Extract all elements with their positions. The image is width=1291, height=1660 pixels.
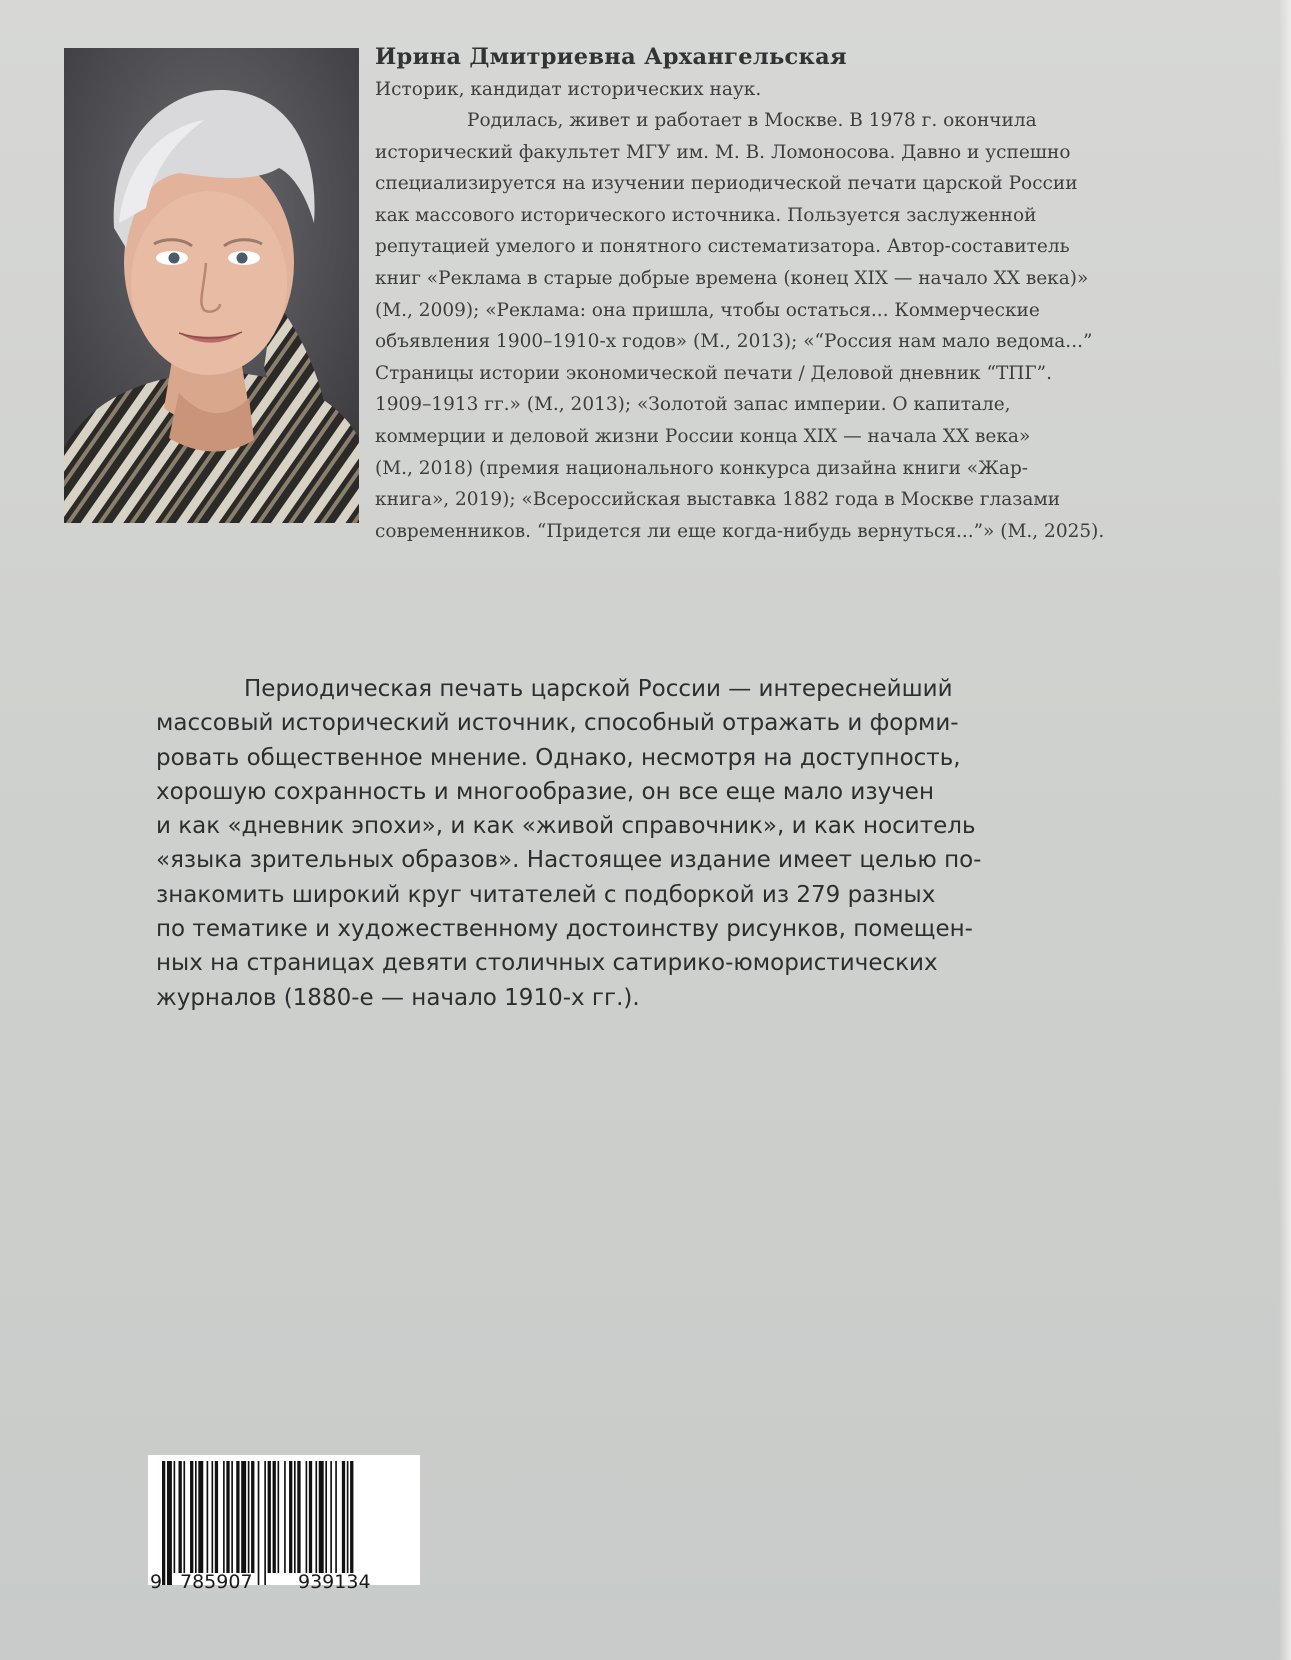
- barcode-bar: [342, 1461, 345, 1573]
- barcode-bar: [258, 1461, 260, 1585]
- isbn-digits: [150, 1571, 410, 1595]
- barcode-bars: [148, 1455, 420, 1585]
- isbn-digits-right: 939134: [298, 1571, 371, 1593]
- barcode-bar: [325, 1461, 327, 1573]
- bio-line: коммерции и деловой жизни России конца XIX — начала XX века»: [375, 425, 1031, 447]
- barcode-bar: [212, 1461, 214, 1573]
- barcode-bar: [167, 1461, 172, 1585]
- bio-line: объявления 1900–1910-х годов» (М., 2013); «“Россия нам мало ведома...”: [375, 331, 1093, 353]
- barcode-bar: [251, 1461, 254, 1573]
- author-portrait: [64, 48, 359, 523]
- annotation-line: ровать общественное мнение. Однако, несмотря на доступность,: [156, 744, 961, 771]
- annotation-line: по тематике и художественному достоинству рисунков, помещен-: [156, 916, 973, 943]
- barcode-bar: [315, 1461, 317, 1573]
- barcode-bar: [319, 1461, 324, 1573]
- annotation-line: знакомить широкий круг читателей с подборкой из 279 разных: [156, 881, 936, 908]
- barcode-bar: [284, 1461, 286, 1573]
- barcode-bar: [306, 1461, 308, 1573]
- annotation-line: массовый исторический источник, способный отражать и форми-: [156, 710, 959, 737]
- isbn-barcode: [148, 1455, 420, 1585]
- book-annotation: [156, 672, 1096, 1015]
- author-name: Ирина Дмитриевна Архангельская: [375, 44, 847, 70]
- barcode-bar: [198, 1461, 203, 1573]
- bio-line: (М., 2018) (премия национального конкурса дизайна книги «Жар-: [375, 457, 1029, 479]
- bio-line: современников. “Придется ли еще когда-нибудь вернуться...”» (М., 2025).: [375, 520, 1105, 542]
- barcode-bar: [207, 1461, 209, 1573]
- bio-line: книг «Реклама в старые добрые времена (конец XIX — начало XX века)»: [375, 267, 1089, 289]
- bio-line: специализируется на изучении периодической печати царской России: [375, 173, 1078, 195]
- bio-line: (М., 2009); «Реклама: она пришла, чтобы остаться... Коммерческие: [375, 299, 1040, 321]
- isbn-digit-first: 9: [150, 1571, 163, 1593]
- author-info: [375, 40, 1215, 547]
- barcode-bar: [264, 1461, 266, 1585]
- barcode-bar: [350, 1461, 353, 1573]
- bio-line: Родилась, живет и работает в Москве. В 1978 г. окончила: [467, 110, 1037, 131]
- annotation-line: и как «дневник эпохи», и как «живой справочник», и как носитель: [156, 813, 976, 840]
- barcode-bar: [179, 1461, 182, 1573]
- annotation-line: журналов (1880-е — начало 1910-х гг.).: [156, 984, 640, 1011]
- bio-line: Страницы истории экономической печати / Деловой дневник “ТПГ”.: [375, 362, 1053, 384]
- barcode-bar: [309, 1461, 312, 1573]
- barcode-bar: [183, 1461, 185, 1573]
- barcode-bar: [190, 1461, 193, 1573]
- bio-line: как массового исторического источника. Пользуется заслуженной: [375, 204, 1037, 226]
- barcode-bar: [297, 1461, 300, 1573]
- annotation-line: «языка зрительных образов». Настоящее издание имеет целью по-: [156, 847, 982, 874]
- barcode-bar: [335, 1461, 337, 1573]
- annotation-line: ных на страницах девяти столичных сатирико-юмористических: [156, 950, 938, 977]
- bio-line: репутацией умелого и понятного систематизатора. Автор-составитель: [375, 236, 1070, 258]
- barcode-bar: [174, 1461, 176, 1573]
- barcode-bar: [289, 1461, 292, 1573]
- bio-line: книга», 2019); «Всероссийская выставка 1882 года в Москве глазами: [375, 489, 1061, 511]
- barcode-bar: [273, 1461, 276, 1573]
- author-photo-illustration: [64, 48, 359, 523]
- barcode-bar: [268, 1461, 271, 1573]
- barcode-bar: [215, 1461, 218, 1573]
- author-bio: [375, 105, 1215, 547]
- isbn-digits-left: 785907: [180, 1571, 253, 1593]
- barcode-bar: [231, 1461, 233, 1573]
- barcode-bar: [278, 1461, 280, 1573]
- author-role: Историк, кандидат исторических наук.: [375, 79, 762, 100]
- barcode-bar: [195, 1461, 197, 1573]
- barcode-bar: [330, 1461, 332, 1573]
- barcode-bar: [248, 1461, 250, 1573]
- barcode-bar: [223, 1461, 225, 1573]
- barcode-bar: [294, 1461, 296, 1573]
- bio-line: исторический факультет МГУ им. М. В. Ломоносова. Давно и успешно: [375, 141, 1071, 163]
- annotation-line: хорошую сохранность и многообразие, он все еще мало изучен: [156, 778, 934, 805]
- barcode-bar: [241, 1461, 246, 1573]
- annotation-line: Периодическая печать царской России — интереснейший: [244, 676, 953, 702]
- bio-line: 1909–1913 гг.» (М., 2013); «Золотой запас империи. О капитале,: [375, 394, 1011, 416]
- barcode-bar: [236, 1461, 239, 1573]
- barcode-bar: [162, 1461, 165, 1585]
- barcode-bar: [347, 1461, 349, 1573]
- barcode-bar: [226, 1461, 229, 1573]
